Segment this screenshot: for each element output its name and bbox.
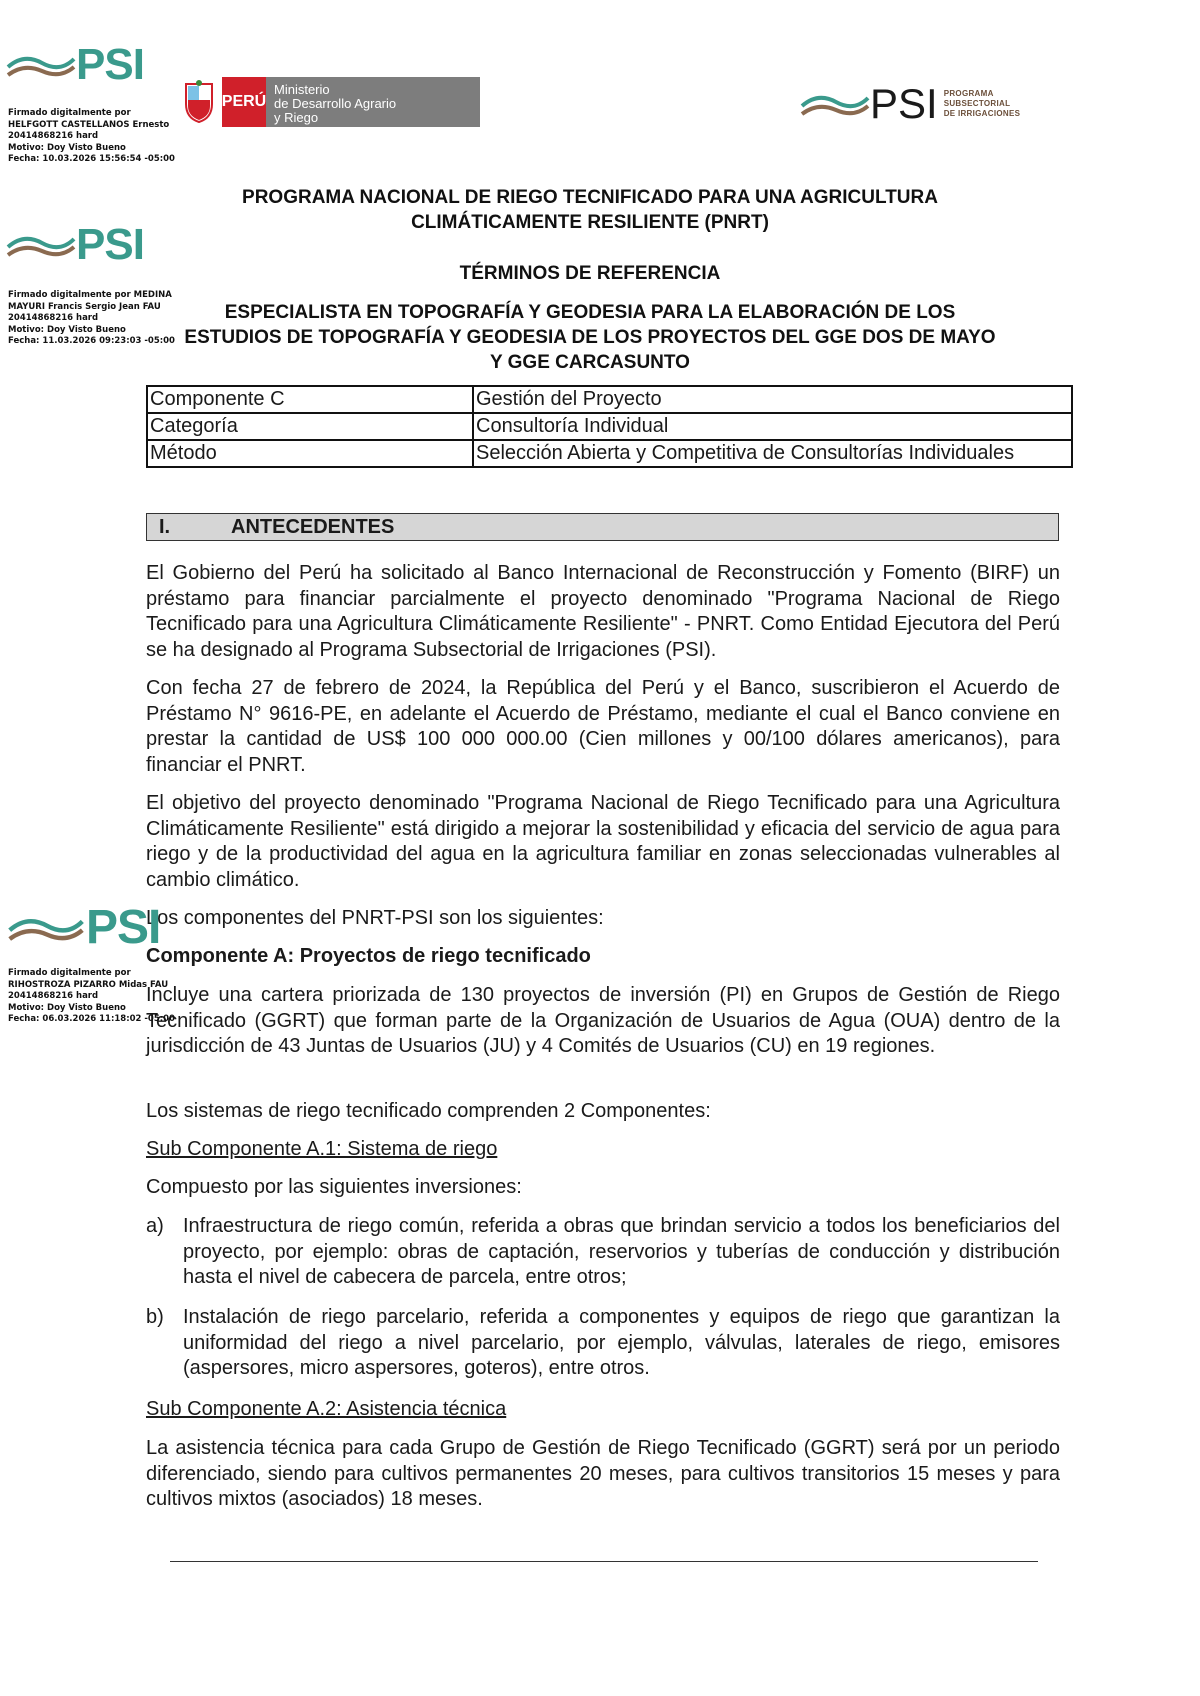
subcomponent-a2-heading: Sub Componente A.2: Asistencia técnica xyxy=(146,1398,507,1420)
psi-waves-icon xyxy=(800,86,870,122)
psi-program-logo: PSI PROGRAMA SUBSECTORIAL DE IRRIGACIONES xyxy=(800,80,1020,128)
table-value: Consultoría Individual xyxy=(473,413,1072,440)
role-title: ESPECIALISTA EN TOPOGRAFÍA Y GEODESIA PARA LA ELABORACIÓN DE LOS ESTUDIOS DE TOPOGRAFÍA Y GEODESIA DE LOS PROYECTOS DEL GGE DOS DE MAYO Y GGE CARCASUNTO xyxy=(184,302,996,373)
psi-logo: PSI xyxy=(6,900,160,955)
list-marker: a) xyxy=(146,1215,164,1237)
table-row xyxy=(147,386,1072,413)
paragraph-6: Los sistemas de riego tecnificado comprenden 2 Componentes: xyxy=(146,1100,711,1122)
table-value: Gestión del Proyecto xyxy=(473,386,1072,413)
psi-logo: PSI xyxy=(6,220,144,270)
table-key: Componente C xyxy=(147,386,473,413)
table-row xyxy=(147,440,1072,467)
peru-shield-icon xyxy=(180,77,218,127)
ministry-logo xyxy=(180,77,480,127)
table-row xyxy=(147,413,1072,440)
paragraph-8: La asistencia técnica para cada Grupo de Gestión de Riego Tecnificado (GGRT) será por un periodo diferenciado, siendo para cultivos permanentes 20 meses, para cultivos transitorios 15 meses y para cultivos mixtos (asociados) 18 meses. xyxy=(146,1437,1060,1510)
section-number: I. xyxy=(159,516,171,538)
section-title: ANTECEDENTES xyxy=(231,516,395,538)
psi-logo: PSI xyxy=(6,40,144,90)
paragraph-7: Compuesto por las siguientes inversiones: xyxy=(146,1176,522,1198)
list-item xyxy=(146,1214,1060,1294)
footer-divider xyxy=(170,1561,1038,1562)
psi-subtitle: PROGRAMA SUBSECTORIAL DE IRRIGACIONES xyxy=(943,89,1021,118)
list-text: Instalación de riego parcelario, referida a componentes y equipos de riego que garantizan la uniformidad del riego a nivel parcelario, por ejemplo, válvulas, laterales de riego, emisores (aspersores, micro aspersores, goteros), entre otros. xyxy=(183,1306,1060,1379)
list-item xyxy=(146,1305,1060,1385)
list-marker: b) xyxy=(146,1306,164,1328)
ministry-name: Ministerio de Desarrollo Agrario y Riego xyxy=(266,77,480,127)
table-key: Método xyxy=(147,440,473,467)
peru-label: PERÚ xyxy=(222,77,266,127)
digital-signature-2: Firmado digitalmente por MEDINA MAYURI Francis Sergio Jean FAU 20414868216 hard Motivo: Doy Visto Bueno Fecha: 11.03.2026 09:23:03 -05:00 xyxy=(8,290,175,346)
info-table xyxy=(146,385,1073,468)
paragraph-4: Los componentes del PNRT-PSI son los siguientes: xyxy=(146,907,604,929)
subcomponent-a1-heading: Sub Componente A.1: Sistema de riego xyxy=(146,1138,498,1160)
paragraph-1: El Gobierno del Perú ha solicitado al Banco Internacional de Reconstrucción y Fomento (BIRF) un préstamo para financiar parcialmente el proyecto denominado "Programa Nacional de Riego Tecnificado para una Agricultura Climáticamente Resiliente" - PNRT. Como Entidad Ejecutora del Perú se ha designado al Programa Subsectorial de Irrigaciones (PSI). xyxy=(146,562,1060,661)
psi-waves-icon xyxy=(6,225,76,265)
psi-waves-icon xyxy=(6,45,76,85)
paragraph-2: Con fecha 27 de febrero de 2024, la República del Perú y el Banco, suscribieron el Acuerdo de Préstamo N° 9616-PE, en adelante el Acuerdo de Préstamo, mediante el cual el Banco conviene en prestar la cantidad de US$ 100 000 000.00 (Cien millones y 00/100 dólares americanos), para financiar el PNRT. xyxy=(146,677,1060,776)
section-heading xyxy=(146,513,1059,541)
paragraph-5: Incluye una cartera priorizada de 130 proyectos de inversión (PI) en Grupos de Gestión de Riego Tecnificado (GGRT) que forman parte de la Organización de Usuarios de Agua (OUA) dentro de la jurisdicción de 43 Juntas de Usuarios (JU) y 4 Comités de Usuarios (CU) en 19 regiones. xyxy=(146,984,1060,1057)
paragraph-3: El objetivo del proyecto denominado "Programa Nacional de Riego Tecnificado para una Agricultura Climáticamente Resiliente" está dirigido a mejorar la sostenibilidad y eficacia del servicio de agua para riego y de la productividad del agua en la agricultura familiar en zonas seleccionadas vulnerables al cambio climático. xyxy=(146,792,1060,891)
table-key: Categoría xyxy=(147,413,473,440)
table-value: Selección Abierta y Competitiva de Consultorías Individuales xyxy=(473,440,1072,467)
digital-signature-3: Firmado digitalmente por RIHOSTROZA PIZARRO Midas FAU 20414868216 hard Motivo: Doy Visto Bueno Fecha: 06.03.2026 11:18:02 -05:00 xyxy=(8,968,175,1024)
psi-waves-icon xyxy=(6,906,86,950)
program-title: PROGRAMA NACIONAL DE RIEGO TECNIFICADO PARA UNA AGRICULTURA CLIMÁTICAMENTE RESILIENTE (PNRT) xyxy=(242,187,938,233)
digital-signature-1: Firmado digitalmente por HELFGOTT CASTELLANOS Ernesto 20414868216 hard Motivo: Doy Visto Bueno Fecha: 10.03.2026 15:56:54 -05:00 xyxy=(8,108,175,164)
document-type-title: TÉRMINOS DE REFERENCIA xyxy=(459,263,721,284)
component-a-heading: Componente A: Proyectos de riego tecnificado xyxy=(146,945,591,967)
list-text: Infraestructura de riego común, referida a obras que brindan servicio a todos los beneficiarios del proyecto, por ejemplo: obras de captación, reservorios y tuberías de conducción y distribución hasta el nivel de cabecera de parcela, entre otros; xyxy=(183,1215,1060,1288)
